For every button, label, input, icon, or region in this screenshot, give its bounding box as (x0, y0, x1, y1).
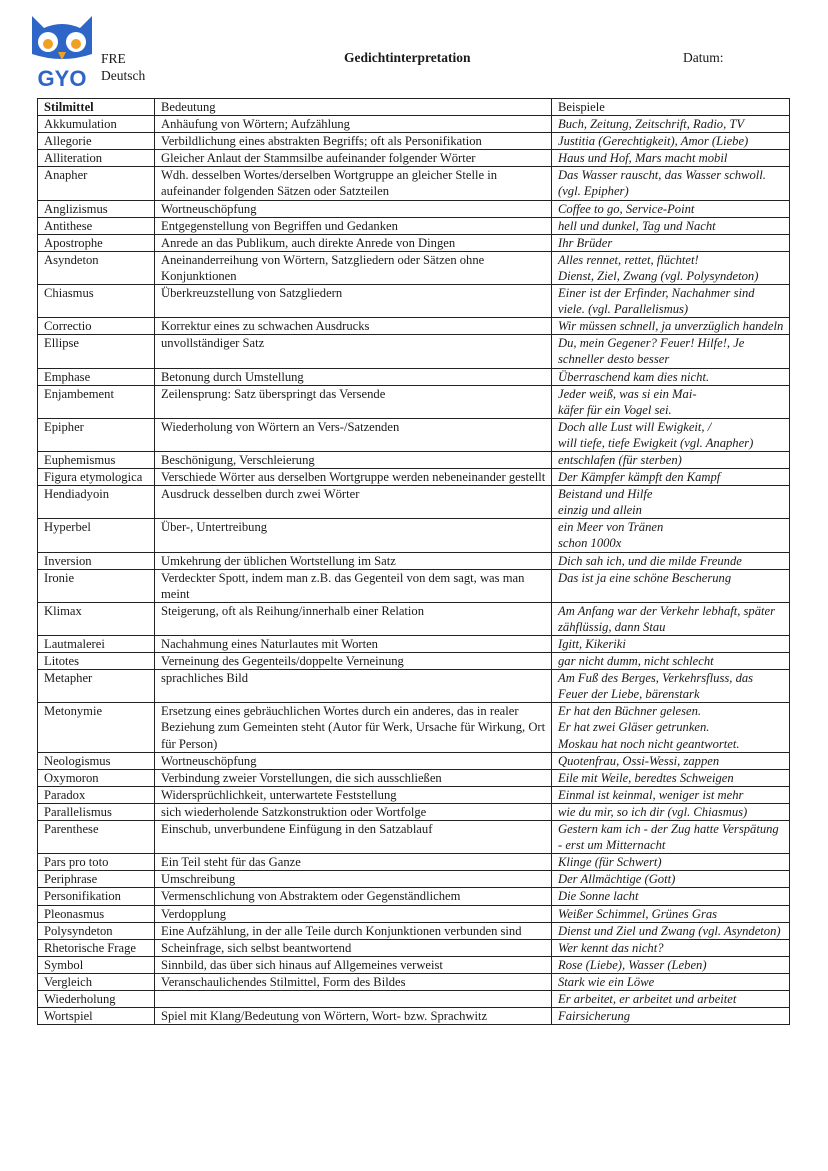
cell-beispiel: Doch alle Lust will Ewigkeit, / will tiefe, tiefe Ewigkeit (vgl. Anapher) (552, 418, 790, 451)
cell-stilmittel: Paradox (38, 786, 155, 803)
table-row (38, 469, 790, 486)
cell-beispiel: Am Anfang war der Verkehr lebhaft, später zähflüssig, dann Stau (552, 602, 790, 635)
cell-beispiel: Igitt, Kikeriki (552, 636, 790, 653)
cell-bedeutung: Korrektur eines zu schwachen Ausdrucks (155, 318, 552, 335)
cell-bedeutung: sprachliches Bild (155, 670, 552, 703)
table-row (38, 200, 790, 217)
page-header (0, 0, 828, 98)
table-row (38, 990, 790, 1007)
cell-stilmittel: Rhetorische Frage (38, 939, 155, 956)
table-row (38, 871, 790, 888)
cell-beispiel: Die Sonne lacht (552, 888, 790, 905)
cell-stilmittel: Parallelismus (38, 803, 155, 820)
table-row (38, 519, 790, 552)
table-row (38, 973, 790, 990)
cell-stilmittel: Inversion (38, 552, 155, 569)
cell-stilmittel: Parenthese (38, 821, 155, 854)
cell-stilmittel: Alliteration (38, 150, 155, 167)
cell-bedeutung: Veranschaulichendes Stilmittel, Form des Bildes (155, 973, 552, 990)
table-row (38, 769, 790, 786)
cell-beispiel: Wer kennt das nicht? (552, 939, 790, 956)
cell-stilmittel: Metonymie (38, 703, 155, 752)
table-row (38, 569, 790, 602)
table-row (38, 602, 790, 635)
cell-beispiel: Alles rennet, rettet, flüchtet! Dienst, Ziel, Zwang (vgl. Polysyndeton) (552, 251, 790, 284)
cell-bedeutung: Entgegenstellung von Begriffen und Gedanken (155, 217, 552, 234)
cell-bedeutung: Eine Aufzählung, in der alle Teile durch Konjunktionen verbunden sind (155, 922, 552, 939)
table-row (38, 234, 790, 251)
cell-beispiel: wie du mir, so ich dir (vgl. Chiasmus) (552, 803, 790, 820)
table-row (38, 335, 790, 368)
cell-bedeutung: Zeilensprung: Satz überspringt das Versende (155, 385, 552, 418)
table-row (38, 318, 790, 335)
cell-beispiel: Ihr Brüder (552, 234, 790, 251)
cell-beispiel: Gestern kam ich - der Zug hatte Verspätung - erst um Mitternacht (552, 821, 790, 854)
subject-name: Deutsch (101, 68, 146, 83)
column-header-beispiele: Beispiele (552, 99, 790, 116)
course-code: FRE (101, 51, 126, 66)
cell-beispiel: Am Fuß des Berges, Verkehrsfluss, das Feuer der Liebe, bärenstark (552, 670, 790, 703)
cell-stilmittel: Anapher (38, 167, 155, 200)
school-logo-owl-icon (28, 14, 96, 90)
cell-stilmittel: Antithese (38, 217, 155, 234)
cell-stilmittel: Figura etymologica (38, 469, 155, 486)
table-row (38, 133, 790, 150)
cell-stilmittel: Pars pro toto (38, 854, 155, 871)
cell-bedeutung: Anhäufung von Wörtern; Aufzählung (155, 116, 552, 133)
cell-beispiel: Buch, Zeitung, Zeitschrift, Radio, TV (552, 116, 790, 133)
cell-beispiel: Das Wasser rauscht, das Wasser schwoll. (vgl. Epipher) (552, 167, 790, 200)
cell-stilmittel: Euphemismus (38, 451, 155, 468)
stilmittel-table (37, 98, 790, 1025)
cell-beispiel: Quotenfrau, Ossi-Wessi, zappen (552, 752, 790, 769)
cell-beispiel: Dich sah ich, und die milde Freunde (552, 552, 790, 569)
cell-bedeutung: Ein Teil steht für das Ganze (155, 854, 552, 871)
cell-bedeutung: Einschub, unverbundene Einfügung in den Satzablauf (155, 821, 552, 854)
cell-beispiel: Weißer Schimmel, Grünes Gras (552, 905, 790, 922)
cell-bedeutung: Wdh. desselben Wortes/derselben Wortgruppe an gleicher Stelle in aufeinander folgenden Sätzen oder Satzteilen (155, 167, 552, 200)
table-row (38, 905, 790, 922)
table-row (38, 486, 790, 519)
table-row (38, 418, 790, 451)
table-row (38, 285, 790, 318)
cell-stilmittel: Litotes (38, 653, 155, 670)
cell-stilmittel: Emphase (38, 368, 155, 385)
table-row (38, 150, 790, 167)
table-row (38, 703, 790, 752)
cell-bedeutung: Verbindung zweier Vorstellungen, die sich ausschließen (155, 769, 552, 786)
cell-stilmittel: Akkumulation (38, 116, 155, 133)
cell-bedeutung: Wiederholung von Wörtern an Vers-/Satzenden (155, 418, 552, 451)
cell-bedeutung: Steigerung, oft als Reihung/innerhalb einer Relation (155, 602, 552, 635)
cell-stilmittel: Hyperbel (38, 519, 155, 552)
cell-beispiel: Fairsicherung (552, 1008, 790, 1025)
cell-bedeutung: Wortneuschöpfung (155, 200, 552, 217)
cell-stilmittel: Ironie (38, 569, 155, 602)
cell-beispiel: Klinge (für Schwert) (552, 854, 790, 871)
cell-bedeutung: Ausdruck desselben durch zwei Wörter (155, 486, 552, 519)
cell-stilmittel: Chiasmus (38, 285, 155, 318)
cell-bedeutung: Aneinanderreihung von Wörtern, Satzgliedern oder Sätzen ohne Konjunktionen (155, 251, 552, 284)
cell-stilmittel: Apostrophe (38, 234, 155, 251)
table-row (38, 670, 790, 703)
cell-beispiel: Wir müssen schnell, ja unverzüglich handeln (552, 318, 790, 335)
cell-bedeutung: Umkehrung der üblichen Wortstellung im Satz (155, 552, 552, 569)
cell-beispiel: Beistand und Hilfe einzig und allein (552, 486, 790, 519)
cell-bedeutung: Widersprüchlichkeit, unterwartete Feststellung (155, 786, 552, 803)
cell-stilmittel: Oxymoron (38, 769, 155, 786)
cell-stilmittel: Wiederholung (38, 990, 155, 1007)
table-row (38, 922, 790, 939)
table-row (38, 167, 790, 200)
cell-bedeutung: Betonung durch Umstellung (155, 368, 552, 385)
cell-stilmittel: Enjambement (38, 385, 155, 418)
cell-stilmittel: Lautmalerei (38, 636, 155, 653)
cell-stilmittel: Anglizismus (38, 200, 155, 217)
cell-bedeutung: Verbildlichung eines abstrakten Begriffs; oft als Personifikation (155, 133, 552, 150)
cell-stilmittel: Epipher (38, 418, 155, 451)
table-row (38, 854, 790, 871)
cell-beispiel: Justitia (Gerechtigkeit), Amor (Liebe) (552, 133, 790, 150)
cell-bedeutung: Verschiede Wörter aus derselben Wortgruppe werden nebeneinander gestellt (155, 469, 552, 486)
cell-stilmittel: Correctio (38, 318, 155, 335)
cell-bedeutung: sich wiederholende Satzkonstruktion oder Wortfolge (155, 803, 552, 820)
cell-beispiel: Coffee to go, Service-Point (552, 200, 790, 217)
cell-beispiel: hell und dunkel, Tag und Nacht (552, 217, 790, 234)
cell-bedeutung: Vermenschlichung von Abstraktem oder Gegenständlichem (155, 888, 552, 905)
table-row (38, 116, 790, 133)
cell-stilmittel: Symbol (38, 956, 155, 973)
cell-bedeutung: Scheinfrage, sich selbst beantwortend (155, 939, 552, 956)
svg-text:GYO: GYO (37, 66, 87, 90)
column-header-stilmittel: Stilmittel (38, 99, 155, 116)
date-label: Datum: (683, 50, 724, 65)
cell-bedeutung (155, 990, 552, 1007)
cell-stilmittel: Neologismus (38, 752, 155, 769)
cell-beispiel: Das ist ja eine schöne Bescherung (552, 569, 790, 602)
cell-bedeutung: Umschreibung (155, 871, 552, 888)
table-row (38, 368, 790, 385)
page-title: Gedichtinterpretation (344, 50, 471, 65)
table-row (38, 786, 790, 803)
cell-beispiel: Er hat den Büchner gelesen. Er hat zwei Gläser getrunken. Moskau hat noch nicht geantwortet. (552, 703, 790, 752)
cell-beispiel: Der Kämpfer kämpft den Kampf (552, 469, 790, 486)
cell-bedeutung: Ersetzung eines gebräuchlichen Wortes durch ein anderes, das in realer Beziehung zum Gemeinten steht (Autor für Werk, Ursache für Wirkung, Ort für Person) (155, 703, 552, 752)
table-header-row (38, 99, 790, 116)
cell-beispiel: ein Meer von Tränen schon 1000x (552, 519, 790, 552)
cell-stilmittel: Klimax (38, 602, 155, 635)
cell-stilmittel: Wortspiel (38, 1008, 155, 1025)
cell-beispiel: Einmal ist keinmal, weniger ist mehr (552, 786, 790, 803)
cell-bedeutung: Spiel mit Klang/Bedeutung von Wörtern, Wort- bzw. Sprachwitz (155, 1008, 552, 1025)
cell-beispiel: Der Allmächtige (Gott) (552, 871, 790, 888)
cell-stilmittel: Asyndeton (38, 251, 155, 284)
cell-stilmittel: Vergleich (38, 973, 155, 990)
cell-bedeutung: Gleicher Anlaut der Stammsilbe aufeinander folgender Wörter (155, 150, 552, 167)
cell-beispiel: Überraschend kam dies nicht. (552, 368, 790, 385)
cell-bedeutung: Überkreuzstellung von Satzgliedern (155, 285, 552, 318)
cell-beispiel: entschlafen (für sterben) (552, 451, 790, 468)
table-body (38, 116, 790, 1025)
cell-bedeutung: Sinnbild, das über sich hinaus auf Allgemeines verweist (155, 956, 552, 973)
cell-stilmittel: Ellipse (38, 335, 155, 368)
cell-beispiel: Haus und Hof, Mars macht mobil (552, 150, 790, 167)
cell-bedeutung: Über-, Untertreibung (155, 519, 552, 552)
cell-beispiel: Einer ist der Erfinder, Nachahmer sind viele. (vgl. Parallelismus) (552, 285, 790, 318)
table-row (38, 888, 790, 905)
cell-bedeutung: Verdopplung (155, 905, 552, 922)
subject-label (101, 50, 145, 84)
cell-stilmittel: Hendiadyoin (38, 486, 155, 519)
table-row (38, 821, 790, 854)
cell-beispiel: Er arbeitet, er arbeitet und arbeitet (552, 990, 790, 1007)
cell-stilmittel: Personifikation (38, 888, 155, 905)
table-row (38, 636, 790, 653)
column-header-bedeutung: Bedeutung (155, 99, 552, 116)
cell-bedeutung: Nachahmung eines Naturlautes mit Worten (155, 636, 552, 653)
table-row (38, 653, 790, 670)
cell-bedeutung: Anrede an das Publikum, auch direkte Anrede von Dingen (155, 234, 552, 251)
cell-bedeutung: Verdeckter Spott, indem man z.B. das Gegenteil von dem sagt, was man meint (155, 569, 552, 602)
table-row (38, 552, 790, 569)
cell-bedeutung: Verneinung des Gegenteils/doppelte Verneinung (155, 653, 552, 670)
table-row (38, 451, 790, 468)
table-row (38, 939, 790, 956)
cell-stilmittel: Metapher (38, 670, 155, 703)
cell-stilmittel: Pleonasmus (38, 905, 155, 922)
cell-beispiel: Eile mit Weile, beredtes Schweigen (552, 769, 790, 786)
table-row (38, 251, 790, 284)
cell-beispiel: Stark wie ein Löwe (552, 973, 790, 990)
table-row (38, 803, 790, 820)
cell-stilmittel: Periphrase (38, 871, 155, 888)
cell-beispiel: Rose (Liebe), Wasser (Leben) (552, 956, 790, 973)
table-row (38, 1008, 790, 1025)
cell-beispiel: Jeder weiß, was si ein Mai- käfer für ein Vogel sei. (552, 385, 790, 418)
table-row (38, 752, 790, 769)
cell-bedeutung: unvollständiger Satz (155, 335, 552, 368)
cell-bedeutung: Beschönigung, Verschleierung (155, 451, 552, 468)
cell-bedeutung: Wortneuschöpfung (155, 752, 552, 769)
table-row (38, 217, 790, 234)
cell-stilmittel: Allegorie (38, 133, 155, 150)
cell-beispiel: Dienst und Ziel und Zwang (vgl. Asyndeton) (552, 922, 790, 939)
table-row (38, 956, 790, 973)
cell-beispiel: Du, mein Gegener? Feuer! Hilfe!, Je schneller desto besser (552, 335, 790, 368)
cell-beispiel: gar nicht dumm, nicht schlecht (552, 653, 790, 670)
cell-stilmittel: Polysyndeton (38, 922, 155, 939)
table-row (38, 385, 790, 418)
